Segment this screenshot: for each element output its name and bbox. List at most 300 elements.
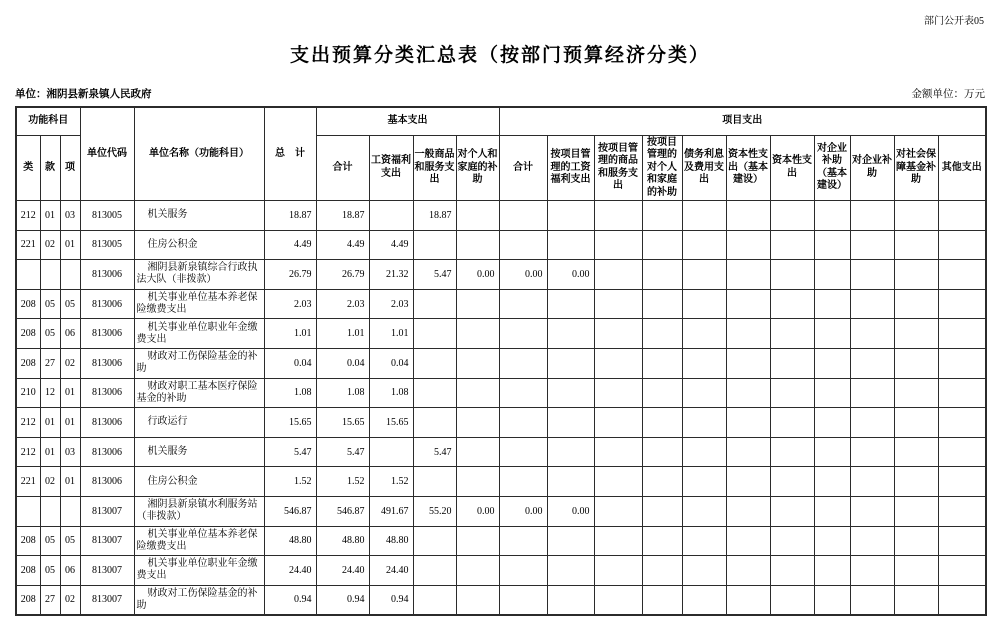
amount-cell [938,437,986,467]
unit-code-cell: 813006 [80,348,134,378]
amount-cell [456,437,499,467]
unit-label: 单位：湘阴县新泉镇人民政府 [15,89,152,100]
class-cell: 212 [16,201,40,231]
amount-cell [894,230,938,260]
amount-cell [413,556,456,586]
amount-cell [547,378,594,408]
table-row [16,230,986,260]
amount-cell: 5.47 [413,437,456,467]
amount-cell: 4.49 [369,230,413,260]
unit-code-cell: 813005 [80,230,134,260]
amount-cell [814,201,850,231]
budget-table [15,106,987,616]
amount-cell [413,319,456,349]
amount-cell [682,289,726,319]
amount-cell [850,556,894,586]
amount-cell: 1.52 [369,467,413,497]
amount-cell [499,348,547,378]
header-section: 款 [40,135,60,201]
amount-cell [850,289,894,319]
amount-cell [594,201,642,231]
amount-cell [938,467,986,497]
amount-cell [770,378,814,408]
section-cell: 02 [40,230,60,260]
amount-cell [499,467,547,497]
header-total: 总 计 [264,107,316,201]
header-class: 类 [16,135,40,201]
unit-code-cell: 813006 [80,260,134,290]
header-basic-personal: 对个人和家庭的补助 [456,135,499,201]
section-cell: 01 [40,201,60,231]
header-project-group: 项目支出 [499,107,986,135]
unit-code-cell: 813007 [80,585,134,615]
amount-cell [456,378,499,408]
amount-cell [726,378,770,408]
amount-cell [369,201,413,231]
amount-cell [894,526,938,556]
amount-cell: 18.87 [264,201,316,231]
item-cell: 06 [60,556,80,586]
amount-cell [594,437,642,467]
amount-cell [547,467,594,497]
unit-name-cell: 机关事业单位职业年金缴费支出 [134,319,264,349]
table-row [16,556,986,586]
amount-cell [682,467,726,497]
header-basic-total: 合计 [316,135,369,201]
amount-cell: 0.94 [316,585,369,615]
amount-cell [850,201,894,231]
amount-cell: 21.32 [369,260,413,290]
amount-cell [682,260,726,290]
item-cell: 05 [60,289,80,319]
unit-code-cell: 813006 [80,289,134,319]
amount-cell [594,348,642,378]
amount-cell [726,260,770,290]
amount-cell [726,437,770,467]
amount-cell [894,201,938,231]
amount-cell [594,378,642,408]
amount-cell: 546.87 [264,496,316,526]
amount-cell [682,230,726,260]
amount-cell [814,526,850,556]
unit-code-cell: 813006 [80,408,134,438]
item-cell: 02 [60,585,80,615]
amount-cell [499,201,547,231]
amount-cell [938,556,986,586]
unit-name-cell: 住房公积金 [134,230,264,260]
amount-cell [456,408,499,438]
amount-cell [456,556,499,586]
table-row [16,319,986,349]
table-row [16,585,986,615]
unit-name-cell: 行政运行 [134,408,264,438]
amount-cell: 0.04 [369,348,413,378]
amount-cell [850,319,894,349]
amount-cell [850,260,894,290]
amount-cell [642,378,682,408]
amount-cell: 2.03 [264,289,316,319]
amount-cell [594,496,642,526]
amount-cell [642,230,682,260]
header-proj-salary: 按项目管理的工资福利支出 [547,135,594,201]
unit-code-cell: 813006 [80,319,134,349]
amount-cell [938,201,986,231]
amount-cell [894,437,938,467]
amount-cell [547,348,594,378]
amount-cell [594,408,642,438]
amount-cell: 491.67 [369,496,413,526]
amount-cell [770,348,814,378]
amount-cell [413,467,456,497]
amount-cell [499,585,547,615]
section-cell: 12 [40,378,60,408]
amount-cell [499,319,547,349]
amount-cell: 1.01 [316,319,369,349]
amount-cell: 5.47 [264,437,316,467]
amount-cell [682,526,726,556]
amount-cell [894,319,938,349]
class-cell: 208 [16,319,40,349]
table-row [16,348,986,378]
amount-cell [894,289,938,319]
header-proj-goods: 按项目管理的商品和服务支出 [594,135,642,201]
amount-cell [547,556,594,586]
amount-cell [894,496,938,526]
amount-cell [770,526,814,556]
amount-cell [499,289,547,319]
item-cell: 01 [60,230,80,260]
amount-cell: 26.79 [264,260,316,290]
amount-cell: 18.87 [413,201,456,231]
amount-cell [456,289,499,319]
amount-cell [814,467,850,497]
unit-name-cell: 机关服务 [134,437,264,467]
header-basic-salary: 工资福利支出 [369,135,413,201]
amount-cell [413,289,456,319]
amount-cell [642,526,682,556]
section-cell [40,496,60,526]
header-proj-enterprise: 对企业补助 [850,135,894,201]
header-proj-capital-basic: 资本性支出（基本建设） [726,135,770,201]
amount-cell [938,496,986,526]
amount-cell [850,526,894,556]
amount-cell [413,230,456,260]
class-cell: 210 [16,378,40,408]
amount-cell [594,230,642,260]
amount-cell [814,437,850,467]
amount-cell [682,437,726,467]
header-unit-code: 单位代码 [80,107,134,201]
amount-cell [547,201,594,231]
section-cell: 02 [40,467,60,497]
unit-name-cell: 机关事业单位基本养老保险缴费支出 [134,526,264,556]
amount-cell: 26.79 [316,260,369,290]
unit-name-cell: 财政对职工基本医疗保险基金的补助 [134,378,264,408]
amount-cell: 0.00 [499,496,547,526]
amount-cell [770,260,814,290]
class-cell: 212 [16,408,40,438]
amount-cell [594,526,642,556]
amount-cell [499,230,547,260]
header-group-row [16,107,986,135]
amount-cell [770,496,814,526]
amount-cell [850,230,894,260]
amount-cell [938,408,986,438]
amount-cell [594,556,642,586]
amount-cell [642,319,682,349]
section-cell: 05 [40,289,60,319]
amount-cell [642,348,682,378]
amount-cell [642,201,682,231]
amount-cell [682,496,726,526]
amount-cell: 5.47 [413,260,456,290]
amount-cell [682,348,726,378]
amount-cell [682,319,726,349]
amount-cell [770,556,814,586]
amount-cell [726,526,770,556]
amount-cell: 5.47 [316,437,369,467]
amount-cell [547,230,594,260]
amount-cell [594,289,642,319]
amount-cell: 24.40 [316,556,369,586]
unit-name-cell: 住房公积金 [134,467,264,497]
amount-cell [770,467,814,497]
amount-cell: 48.80 [369,526,413,556]
amount-cell [726,408,770,438]
amount-cell [850,585,894,615]
class-cell: 208 [16,348,40,378]
amount-cell [642,556,682,586]
amount-cell: 0.94 [369,585,413,615]
header-proj-social: 对社会保障基金补助 [894,135,938,201]
amount-cell [938,526,986,556]
item-cell: 02 [60,348,80,378]
amount-cell [642,408,682,438]
amount-cell [642,437,682,467]
amount-cell [726,319,770,349]
header-proj-debt: 债务利息及费用支出 [682,135,726,201]
amount-cell [642,289,682,319]
table-row [16,496,986,526]
amount-cell [850,467,894,497]
amount-cell [682,556,726,586]
amount-cell [726,230,770,260]
unit-name-cell: 财政对工伤保险基金的补助 [134,585,264,615]
amount-cell [726,467,770,497]
item-cell [60,496,80,526]
amount-cell: 1.08 [316,378,369,408]
amount-cell [499,556,547,586]
meta-row [15,87,985,101]
amount-cell [456,348,499,378]
unit-name-cell: 机关事业单位基本养老保险缴费支出 [134,289,264,319]
header-func-group: 功能科目 [16,107,80,135]
table-row [16,201,986,231]
header-basic-group: 基本支出 [316,107,499,135]
amount-cell [726,556,770,586]
section-cell: 01 [40,408,60,438]
section-cell: 27 [40,585,60,615]
unit-code-cell: 813006 [80,378,134,408]
amount-cell [726,585,770,615]
amount-cell: 0.94 [264,585,316,615]
item-cell: 03 [60,201,80,231]
amount-cell: 48.80 [264,526,316,556]
amount-cell: 4.49 [264,230,316,260]
header-proj-capital: 资本性支出 [770,135,814,201]
amount-cell: 15.65 [316,408,369,438]
section-cell: 27 [40,348,60,378]
item-cell: 06 [60,319,80,349]
table-row [16,408,986,438]
amount-cell [850,408,894,438]
item-cell: 01 [60,408,80,438]
amount-cell: 15.65 [369,408,413,438]
amount-cell [894,467,938,497]
amount-cell [726,496,770,526]
unit-name-cell: 财政对工伤保险基金的补助 [134,348,264,378]
amount-cell [413,526,456,556]
unit-name-cell: 机关事业单位职业年金缴费支出 [134,556,264,586]
item-cell [60,260,80,290]
amount-cell [814,289,850,319]
header-proj-total: 合计 [499,135,547,201]
amount-cell [726,289,770,319]
section-cell: 01 [40,437,60,467]
amount-cell [413,378,456,408]
amount-cell: 48.80 [316,526,369,556]
unit-code-cell: 813005 [80,201,134,231]
amount-cell: 15.65 [264,408,316,438]
table-row [16,437,986,467]
amount-cell [682,378,726,408]
class-cell: 212 [16,437,40,467]
amount-cell: 0.00 [499,260,547,290]
amount-cell [413,585,456,615]
item-cell: 01 [60,378,80,408]
amount-cell [814,348,850,378]
item-cell: 05 [60,526,80,556]
amount-cell [770,289,814,319]
amount-cell [894,378,938,408]
class-cell: 208 [16,585,40,615]
amount-cell: 0.00 [547,496,594,526]
class-cell: 208 [16,556,40,586]
amount-cell: 24.40 [264,556,316,586]
amount-cell [642,467,682,497]
amount-cell: 1.08 [264,378,316,408]
amount-cell [938,348,986,378]
amount-cell [413,408,456,438]
unit-code-cell: 813007 [80,526,134,556]
amount-cell [938,289,986,319]
amount-cell: 1.01 [264,319,316,349]
amount-unit-label: 金额单位：万元 [911,89,985,100]
amount-cell [456,230,499,260]
class-cell [16,496,40,526]
unit-code-cell: 813006 [80,437,134,467]
amount-cell [894,408,938,438]
class-cell: 208 [16,289,40,319]
amount-cell [594,319,642,349]
amount-cell: 2.03 [369,289,413,319]
amount-cell [814,230,850,260]
amount-cell [814,260,850,290]
class-cell: 221 [16,467,40,497]
amount-cell: 546.87 [316,496,369,526]
page-title: 支出预算分类汇总表（按部门预算经济分类） [289,45,710,66]
amount-cell [456,526,499,556]
amount-cell: 1.52 [316,467,369,497]
unit-code-cell: 813007 [80,556,134,586]
amount-cell [726,348,770,378]
amount-cell [413,348,456,378]
amount-cell [682,201,726,231]
amount-cell [547,585,594,615]
item-cell: 03 [60,437,80,467]
amount-cell [682,408,726,438]
amount-cell [642,260,682,290]
amount-cell [770,437,814,467]
item-cell: 01 [60,467,80,497]
amount-cell: 2.03 [316,289,369,319]
amount-cell [682,585,726,615]
amount-cell: 0.04 [264,348,316,378]
table-row [16,378,986,408]
amount-cell: 18.87 [316,201,369,231]
amount-cell [770,585,814,615]
amount-cell [499,378,547,408]
amount-cell [850,496,894,526]
unit-code-cell: 813006 [80,467,134,497]
amount-cell [814,496,850,526]
table-row [16,467,986,497]
amount-cell: 1.08 [369,378,413,408]
amount-cell [642,496,682,526]
amount-cell: 0.00 [456,496,499,526]
amount-cell [547,408,594,438]
amount-cell [938,230,986,260]
amount-cell: 55.20 [413,496,456,526]
table-row [16,289,986,319]
amount-cell [814,585,850,615]
amount-cell [850,348,894,378]
amount-cell [814,556,850,586]
amount-cell [938,260,986,290]
class-cell [16,260,40,290]
table-row [16,526,986,556]
amount-cell: 4.49 [316,230,369,260]
amount-cell [894,556,938,586]
unit-code-cell: 813007 [80,496,134,526]
doc-label: 部门公开表05 [924,16,984,27]
amount-cell: 1.01 [369,319,413,349]
amount-cell [770,408,814,438]
amount-cell [547,437,594,467]
amount-cell: 1.52 [264,467,316,497]
unit-name-cell: 湘阴县新泉镇水利服务站（非拨款） [134,496,264,526]
section-cell [40,260,60,290]
header-item: 项 [60,135,80,201]
amount-cell [456,319,499,349]
header-proj-enterprise-basic: 对企业补助（基本建设） [814,135,850,201]
amount-cell [594,585,642,615]
amount-cell [894,260,938,290]
amount-cell [456,201,499,231]
amount-cell [594,467,642,497]
amount-cell: 0.00 [547,260,594,290]
amount-cell: 0.00 [456,260,499,290]
